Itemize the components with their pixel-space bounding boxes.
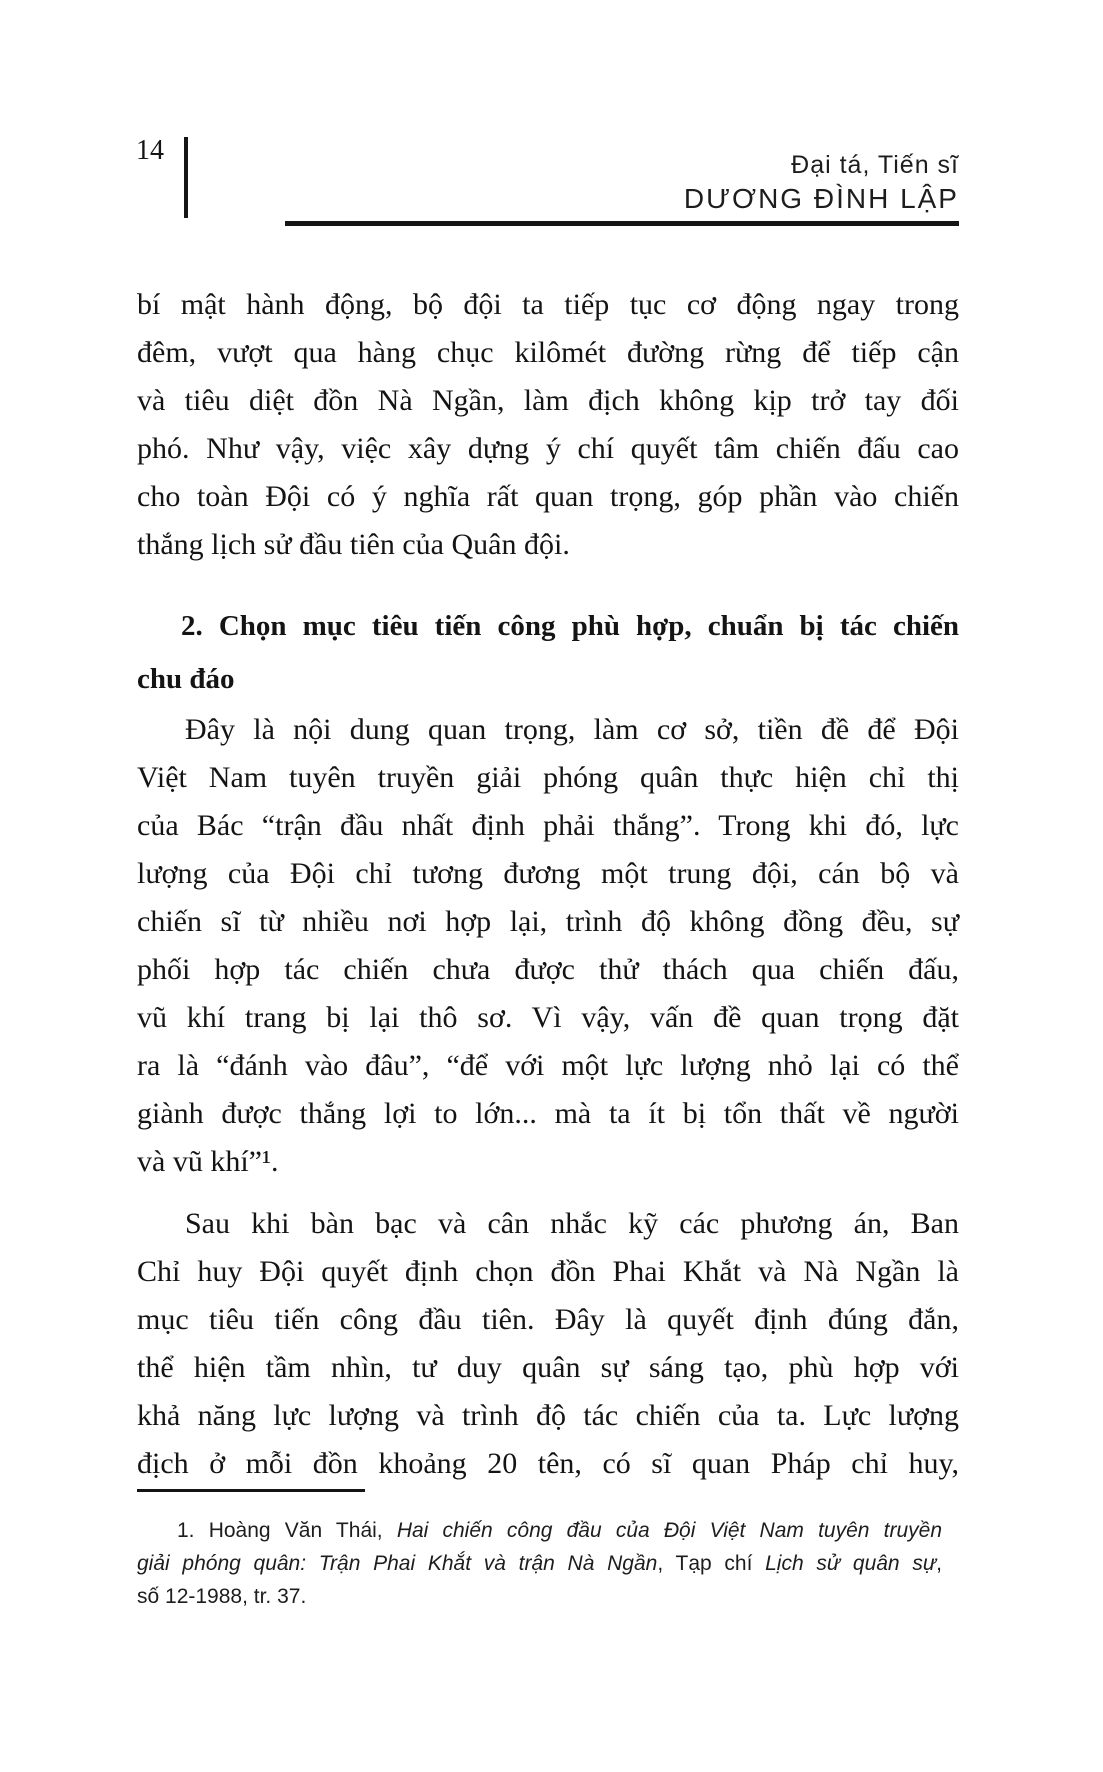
text-segment: , bbox=[936, 1552, 942, 1575]
text-line: 2. Chọn mục tiêu tiến công phù hợp, chuẩn bị tác chiến bbox=[181, 610, 959, 642]
text-line: mục tiêu tiến công đầu tiên. Đây là quyết định đúng đắn, bbox=[137, 1303, 959, 1336]
text-line bbox=[137, 1514, 942, 1547]
running-header bbox=[684, 150, 959, 215]
text-line: lượng của Đội chỉ tương đương một trung đội, cán bộ và bbox=[137, 857, 959, 890]
text-line: và tiêu diệt đồn Nà Ngần, làm địch không kịp trở tay đối bbox=[137, 384, 959, 417]
text-line: của Bác “trận đầu nhất định phải thắng”. Trong khi đó, lực bbox=[137, 809, 959, 842]
text-line: thắng lịch sử đầu tiên của Quân đội. bbox=[137, 528, 570, 561]
text-line: cho toàn Đội có ý nghĩa rất quan trọng, góp phần vào chiến bbox=[137, 480, 959, 513]
text-segment: số 12-1988, tr. 37. bbox=[137, 1585, 307, 1608]
footnote bbox=[137, 1514, 942, 1613]
text-line: Sau khi bàn bạc và cân nhắc kỹ các phương án, Ban bbox=[185, 1207, 959, 1240]
text-line: ra là “đánh vào đâu”, “để với một lực lượng nhỏ lại có thể bbox=[137, 1049, 959, 1082]
text-line: phối hợp tác chiến chưa được thử thách qua chiến đấu, bbox=[137, 953, 959, 986]
italic-text-segment: Lịch sử quân sự bbox=[765, 1552, 937, 1575]
text-segment: 1. Hoàng Văn Thái, bbox=[177, 1519, 397, 1542]
text-line: chu đáo bbox=[137, 663, 235, 695]
header-rule bbox=[285, 221, 959, 226]
section-heading bbox=[137, 600, 959, 706]
text-line: vũ khí trang bị lại thô sơ. Vì vậy, vấn đề quan trọng đặt bbox=[137, 1001, 959, 1034]
text-line: phó. Như vậy, việc xây dựng ý chí quyết tâm chiến đấu cao bbox=[137, 432, 959, 465]
text-line: Việt Nam tuyên truyền giải phóng quân thực hiện chỉ thị bbox=[137, 761, 959, 794]
page-number: 14 bbox=[136, 135, 164, 166]
paragraph bbox=[137, 1200, 959, 1488]
text-line: giành được thắng lợi to lớn... mà ta ít bị tổn thất về người bbox=[137, 1097, 959, 1130]
page-number-divider bbox=[184, 137, 188, 218]
paragraph bbox=[137, 281, 959, 569]
text-line: Chỉ huy Đội quyết định chọn đồn Phai Khắt và Nà Ngần là bbox=[137, 1255, 959, 1288]
text-line: chiến sĩ từ nhiều nơi hợp lại, trình độ không đồng đều, sự bbox=[137, 905, 959, 938]
footnote-rule bbox=[137, 1489, 365, 1492]
italic-text-segment: giải phóng quân: Trận Phai Khắt và trận Nà Ngần bbox=[137, 1552, 658, 1575]
text-line: bí mật hành động, bộ đội ta tiếp tục cơ động ngay trong bbox=[137, 288, 959, 321]
author-title: Đại tá, Tiến sĩ bbox=[791, 151, 959, 179]
text-line: thể hiện tầm nhìn, tư duy quân sự sáng tạo, phù hợp với bbox=[137, 1351, 959, 1384]
body-text-column bbox=[137, 281, 959, 1488]
text-line: và vũ khí”¹. bbox=[137, 1145, 279, 1178]
author-name: DƯƠNG ĐÌNH LẬP bbox=[683, 183, 959, 214]
text-line: khả năng lực lượng và trình độ tác chiến của ta. Lực lượng bbox=[137, 1399, 959, 1432]
text-line: địch ở mỗi đồn khoảng 20 tên, có sĩ quan Pháp chỉ huy, bbox=[137, 1447, 959, 1480]
italic-text-segment: Hai chiến công đầu của Đội Việt Nam tuyên truyền bbox=[396, 1519, 942, 1542]
text-line: Đây là nội dung quan trọng, làm cơ sở, tiền đề để Đội bbox=[185, 713, 959, 746]
text-line: đêm, vượt qua hàng chục kilômét đường rừng để tiếp cận bbox=[137, 336, 959, 369]
paragraph bbox=[137, 706, 959, 1186]
text-segment: , Tạp chí bbox=[657, 1552, 766, 1575]
text-line bbox=[137, 1580, 942, 1613]
text-line bbox=[137, 1547, 942, 1580]
